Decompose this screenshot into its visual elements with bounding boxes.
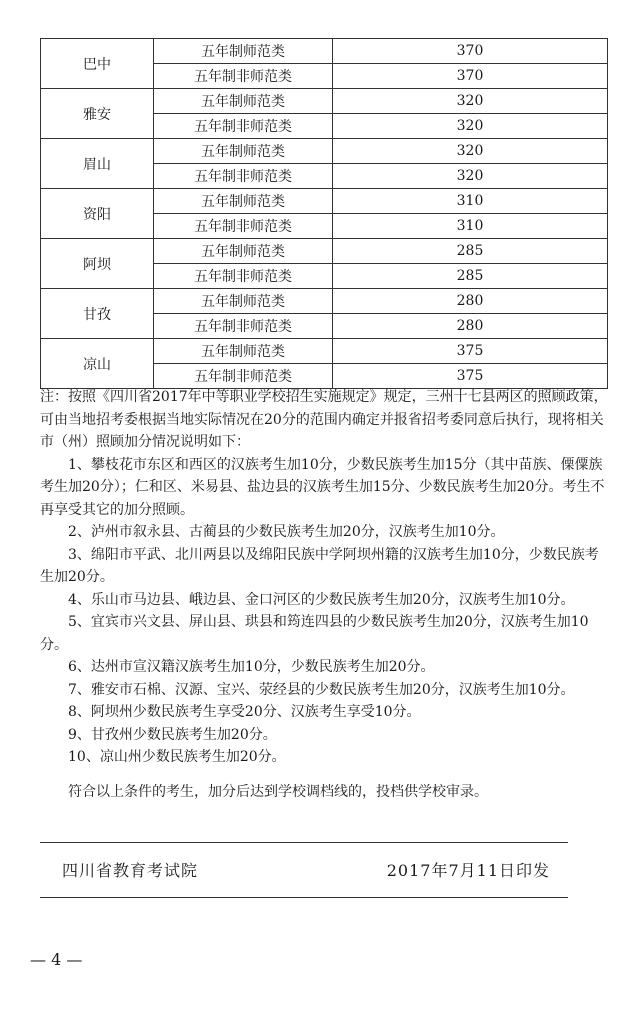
note-item: 2、泸州市叙永县、古蔺县的少数民族考生加20分，汉族考生加10分。 bbox=[68, 524, 505, 540]
table-row bbox=[41, 39, 608, 64]
note-item: 10、凉山州少数民族考生加20分。 bbox=[68, 749, 286, 765]
region-cell: 巴中 bbox=[41, 39, 154, 89]
score-cell: 320 bbox=[333, 114, 608, 139]
note-item: 1、攀枝花市东区和西区的汉族考生加10分，少数民族考生加15分（其中苗族、傈僳族考生加20分）；仁和区、米易县、盐边县的汉族考生加15分、少数民族考生加20分。考生不再享受其它的加分照顾。 bbox=[40, 456, 605, 518]
table-row bbox=[41, 189, 608, 214]
score-table-body bbox=[41, 39, 608, 389]
table-row bbox=[41, 239, 608, 264]
category-cell: 五年制非师范类 bbox=[154, 164, 333, 189]
category-cell: 五年制非师范类 bbox=[154, 114, 333, 139]
region-cell: 眉山 bbox=[41, 139, 154, 189]
note-item: 9、甘孜州少数民族考生加20分。 bbox=[68, 726, 277, 743]
region-cell: 阿坝 bbox=[41, 239, 154, 289]
score-cell: 285 bbox=[333, 239, 608, 264]
footer-top-rule bbox=[40, 842, 568, 843]
category-cell: 五年制非师范类 bbox=[154, 64, 333, 89]
notes-section bbox=[40, 386, 608, 803]
table-row bbox=[41, 89, 608, 114]
score-cell: 370 bbox=[333, 64, 608, 89]
score-cell: 320 bbox=[333, 89, 608, 114]
score-cell: 310 bbox=[333, 214, 608, 239]
category-cell: 五年制师范类 bbox=[154, 189, 333, 214]
category-cell: 五年制师范类 bbox=[154, 239, 333, 264]
note-item: 6、达州市宣汉籍汉族考生加10分，少数民族考生加20分。 bbox=[68, 659, 435, 675]
note-conclusion: 符合以上条件的考生，加分后达到学校调档线的，投档供学校审录。 bbox=[68, 783, 488, 800]
category-cell: 五年制师范类 bbox=[154, 39, 333, 64]
category-cell: 五年制非师范类 bbox=[154, 214, 333, 239]
note-lead: 注：按照《四川省2017年中等职业学校招生实施规定》规定，三州十七县两区的照顾政策，可由当地招考委根据当地实际情况在20分的范围内确定并报省招考委同意后执行，现将相关市（州）照顾加分情况说明如下： bbox=[40, 389, 608, 450]
score-cell: 280 bbox=[333, 314, 608, 339]
issuer-name: 四川省教育考试院 bbox=[62, 861, 199, 880]
score-cell: 375 bbox=[333, 339, 608, 364]
table-row bbox=[41, 339, 608, 364]
note-item: 3、绵阳市平武、北川两县以及绵阳民族中学阿坝州籍的汉族考生加10分，少数民族考生加20分。 bbox=[40, 546, 599, 585]
table-row bbox=[41, 289, 608, 314]
note-item: 7、雅安市石棉、汉源、宝兴、荥经县的少数民族考生加20分，汉族考生加10分。 bbox=[68, 681, 575, 698]
note-item: 5、宜宾市兴文县、屏山县、珙县和筠连四县的少数民族考生加20分，汉族考生加10分。 bbox=[40, 614, 589, 653]
score-cell: 285 bbox=[333, 264, 608, 289]
region-cell: 雅安 bbox=[41, 89, 154, 139]
score-table bbox=[40, 38, 608, 389]
category-cell: 五年制非师范类 bbox=[154, 314, 333, 339]
score-cell: 280 bbox=[333, 289, 608, 314]
score-cell: 310 bbox=[333, 189, 608, 214]
page-number: — 4 — bbox=[30, 950, 83, 969]
category-cell: 五年制师范类 bbox=[154, 289, 333, 314]
score-cell: 320 bbox=[333, 164, 608, 189]
category-cell: 五年制师范类 bbox=[154, 139, 333, 164]
category-cell: 五年制非师范类 bbox=[154, 364, 333, 389]
category-cell: 五年制师范类 bbox=[154, 89, 333, 114]
score-cell: 375 bbox=[333, 364, 608, 389]
score-cell: 370 bbox=[333, 39, 608, 64]
region-cell: 凉山 bbox=[41, 339, 154, 389]
score-cell: 320 bbox=[333, 139, 608, 164]
issue-date: 2017年7月11日印发 bbox=[386, 861, 550, 880]
note-item: 4、乐山市马边县、峨边县、金口河区的少数民族考生加20分，汉族考生加10分。 bbox=[68, 591, 575, 608]
region-cell: 甘孜 bbox=[41, 289, 154, 339]
region-cell: 资阳 bbox=[41, 189, 154, 239]
note-item: 8、阿坝州少数民族考生享受20分、汉族考生享受10分。 bbox=[68, 704, 421, 720]
footer-bottom-rule bbox=[40, 897, 568, 898]
table-row bbox=[41, 139, 608, 164]
category-cell: 五年制师范类 bbox=[154, 339, 333, 364]
category-cell: 五年制非师范类 bbox=[154, 264, 333, 289]
